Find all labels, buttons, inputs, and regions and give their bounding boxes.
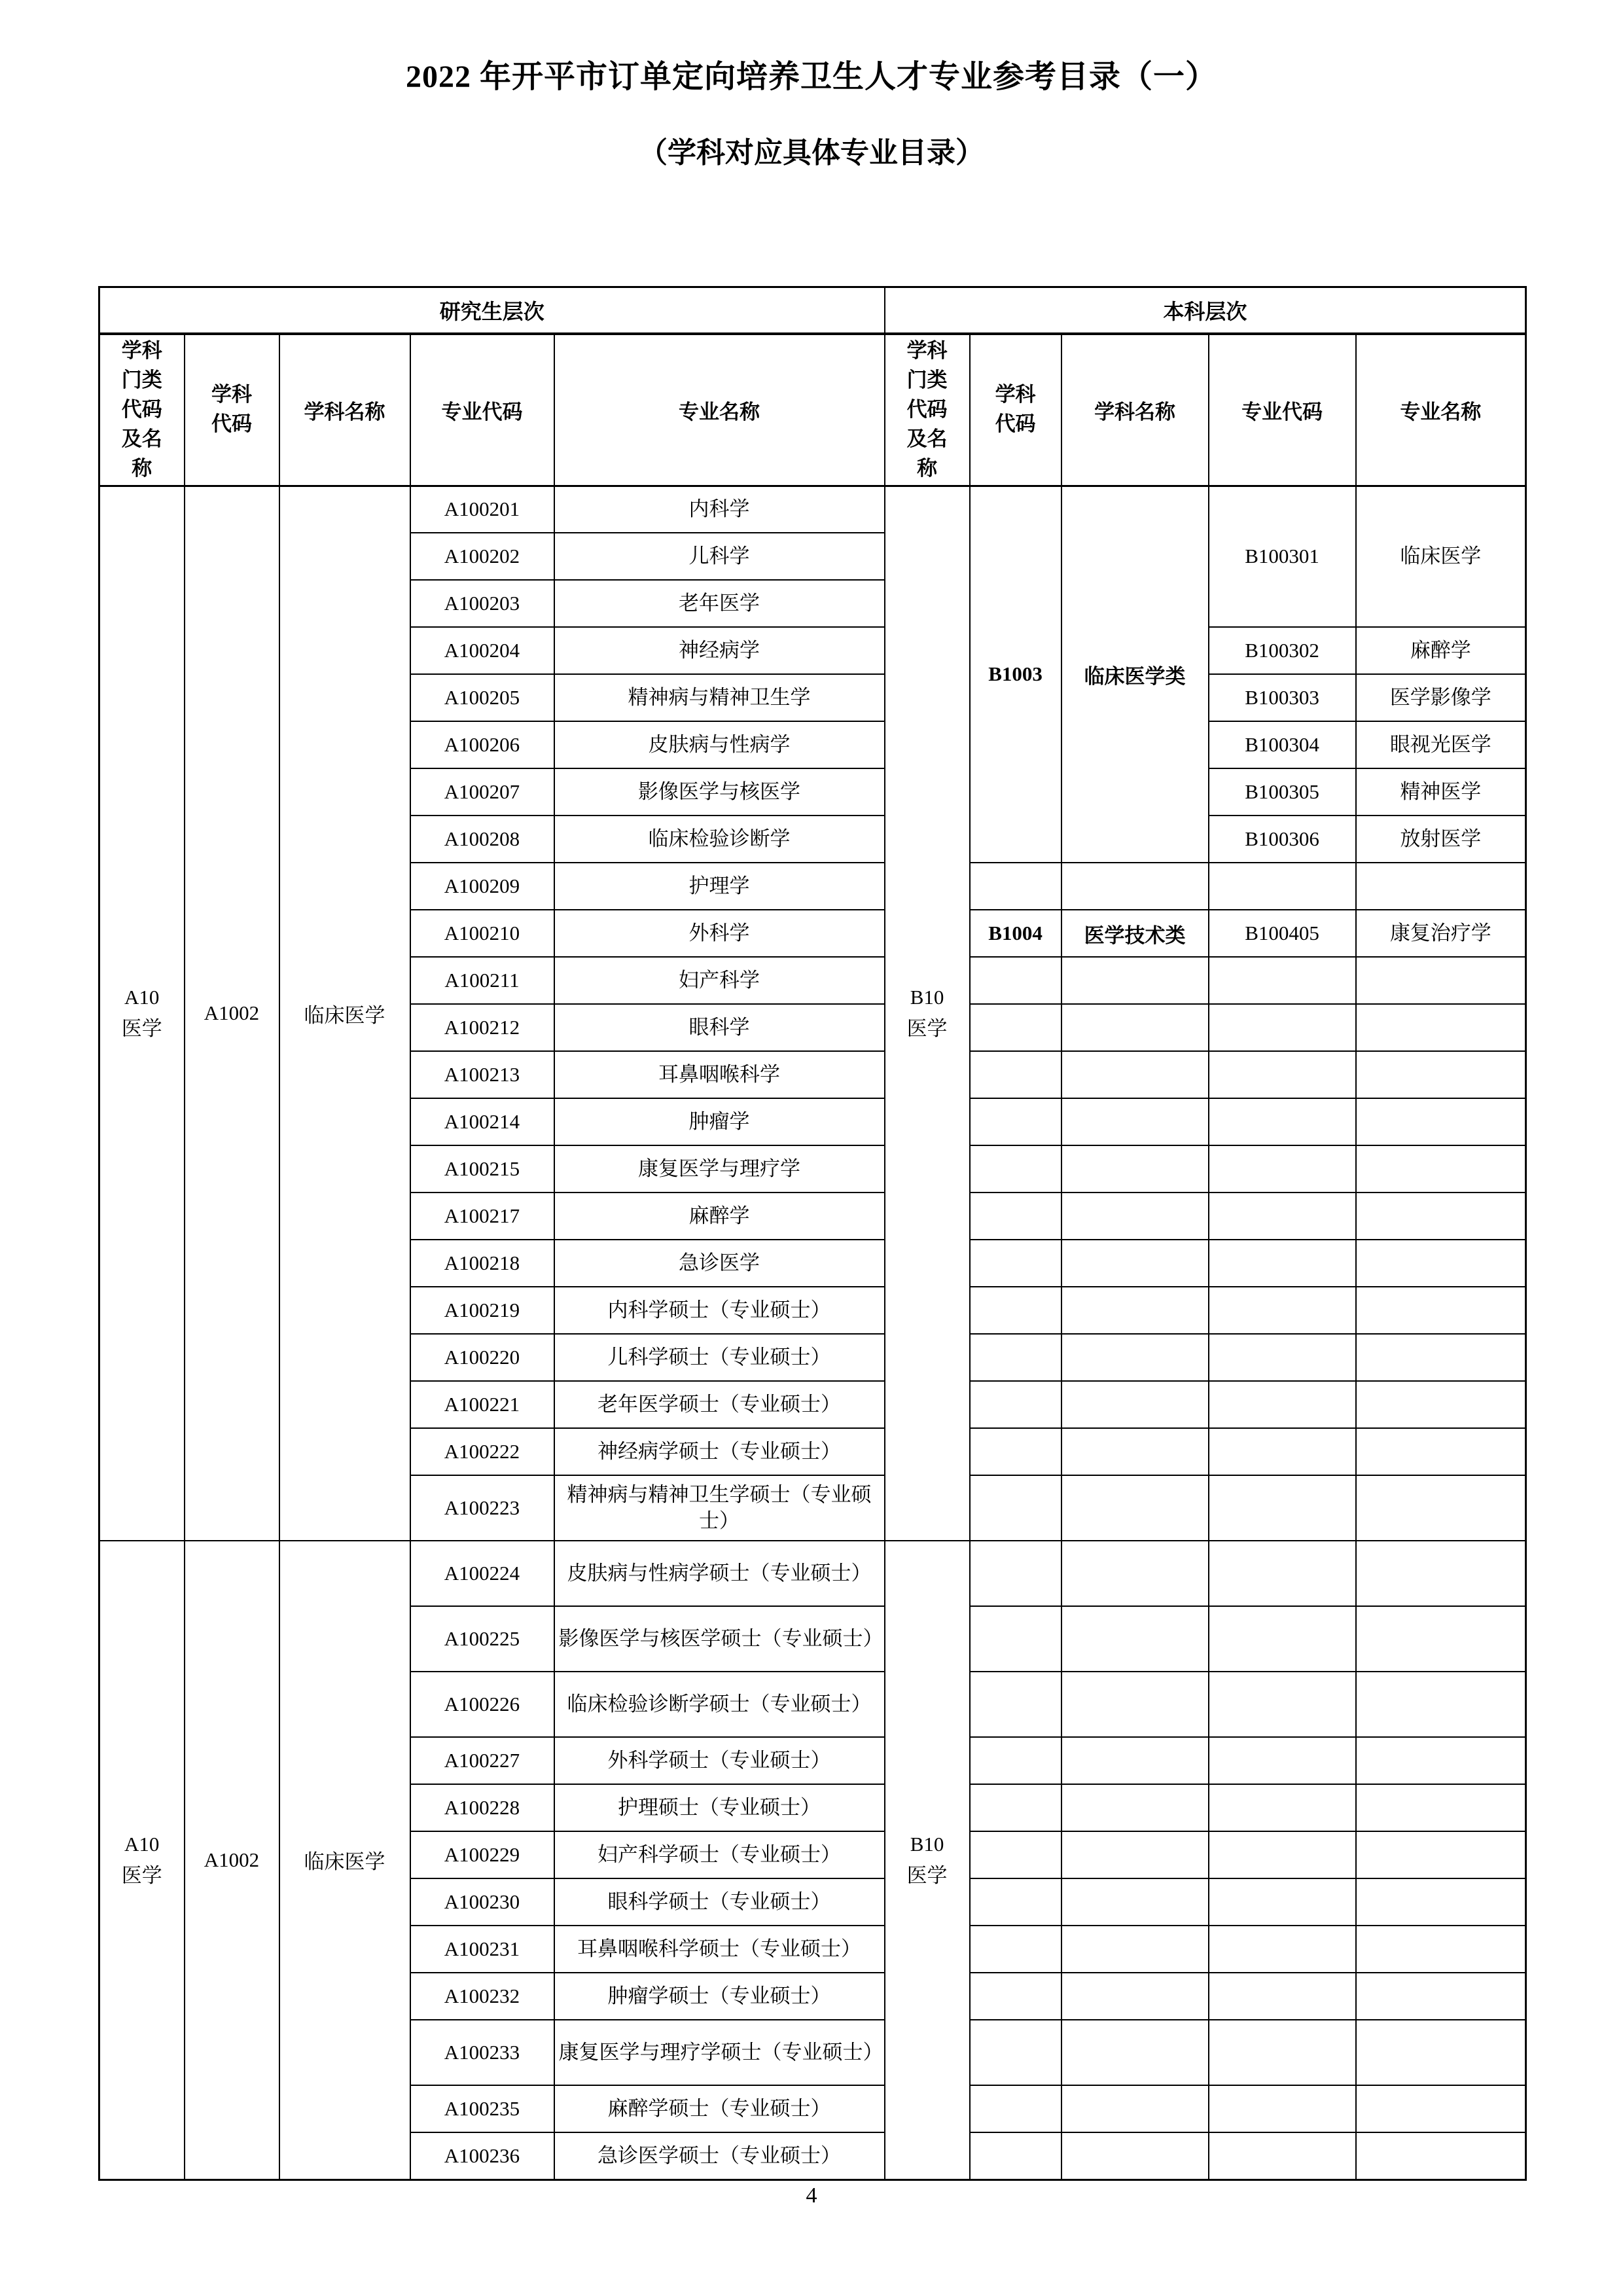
col-header-discipline-code-left: 学科代码 [185,334,279,486]
empty-cell [1356,1926,1526,1973]
empty-cell [1356,957,1526,1004]
empty-cell [970,1193,1061,1240]
major-name-cell: 妇产科学 [554,957,885,1004]
col-header-discipline-name-right: 学科名称 [1061,334,1209,486]
major-name-cell: 临床医学 [1356,486,1526,627]
discipline-name-cell: 临床医学 [279,486,410,1541]
major-code-cell: A100208 [410,816,554,863]
major-name-cell: 精神医学 [1356,768,1526,816]
major-name-cell: 急诊医学 [554,1240,885,1287]
major-code-cell: A100232 [410,1973,554,2020]
major-code-cell: A100204 [410,627,554,674]
empty-cell [1061,1004,1209,1051]
major-code-cell: A100214 [410,1098,554,1145]
empty-cell [1209,2085,1356,2132]
major-name-cell: 眼视光医学 [1356,721,1526,768]
major-code-cell: B100302 [1209,627,1356,674]
empty-cell [1061,1334,1209,1381]
major-code-cell: A100222 [410,1428,554,1475]
empty-cell [970,1926,1061,1973]
empty-cell [1061,1051,1209,1098]
empty-cell [970,1541,1061,1606]
major-name-cell: 老年医学 [554,580,885,627]
major-name-cell: 临床检验诊断学 [554,816,885,863]
empty-cell [1356,1098,1526,1145]
empty-cell [970,1428,1061,1475]
empty-cell [1356,1051,1526,1098]
empty-cell [970,1973,1061,2020]
page-number: 4 [806,2183,817,2208]
empty-cell [1209,1287,1356,1334]
empty-cell [970,2085,1061,2132]
major-code-cell: A100210 [410,910,554,957]
empty-cell [1061,1240,1209,1287]
major-name-cell: 影像医学与核医学硕士（专业硕士） [554,1606,885,1672]
major-name-cell: 康复治疗学 [1356,910,1526,957]
col-header-major-name-right: 专业名称 [1356,334,1526,486]
major-name-cell: 儿科学硕士（专业硕士） [554,1334,885,1381]
empty-cell [1061,1973,1209,2020]
empty-cell [1061,2020,1209,2085]
col-header-major-code-left: 专业代码 [410,334,554,486]
major-name-cell: 神经病学硕士（专业硕士） [554,1428,885,1475]
major-code-cell: A100209 [410,863,554,910]
empty-cell [970,1672,1061,1737]
major-name-cell: 皮肤病与性病学硕士（专业硕士） [554,1541,885,1606]
category-cell: B10 医学 [885,486,970,1541]
major-code-cell: A100231 [410,1926,554,1973]
empty-cell [1356,2020,1526,2085]
empty-cell [1356,863,1526,910]
major-code-cell: A100221 [410,1381,554,1428]
empty-cell [970,1475,1061,1541]
empty-cell [1209,1381,1356,1428]
empty-cell [1356,1334,1526,1381]
empty-cell [1356,1737,1526,1784]
empty-cell [1356,1004,1526,1051]
empty-cell [1209,957,1356,1004]
discipline-code-cell: B1003 [970,486,1061,863]
category-cell: B10 医学 [885,1541,970,2179]
empty-cell [970,1145,1061,1193]
major-code-cell: A100227 [410,1737,554,1784]
major-code-cell: A100229 [410,1831,554,1878]
major-name-cell: 急诊医学硕士（专业硕士） [554,2132,885,2179]
empty-cell [1356,1240,1526,1287]
table-row [99,334,1526,486]
empty-cell [970,1606,1061,1672]
major-name-cell: 皮肤病与性病学 [554,721,885,768]
page-title: 2022 年开平市订单定向培养卫生人才专业参考目录（一） [405,60,1217,94]
major-code-cell: A100235 [410,2085,554,2132]
table-row [99,1541,1526,1606]
empty-cell [970,863,1061,910]
empty-cell [1209,2020,1356,2085]
major-name-cell: 精神病与精神卫生学 [554,674,885,721]
empty-cell [1356,1672,1526,1737]
major-name-cell: 康复医学与理疗学硕士（专业硕士） [554,2020,885,2085]
col-header-category-right: 学科门类代码及名称 [885,334,970,486]
empty-cell [1061,1381,1209,1428]
empty-cell [1061,1831,1209,1878]
major-name-cell: 麻醉学 [554,1193,885,1240]
empty-cell [1209,1193,1356,1240]
col-header-discipline-name-left: 学科名称 [279,334,410,486]
empty-cell [1356,1145,1526,1193]
major-code-cell: A100218 [410,1240,554,1287]
empty-cell [1209,1541,1356,1606]
major-code-cell: A100233 [410,2020,554,2085]
empty-cell [1209,1334,1356,1381]
empty-cell [1061,1428,1209,1475]
group-header-graduate: 研究生层次 [99,287,885,334]
empty-cell [1061,1145,1209,1193]
major-name-cell: 肿瘤学 [554,1098,885,1145]
empty-cell [1061,1475,1209,1541]
col-header-category-left: 学科门类代码及名称 [99,334,185,486]
major-name-cell: 放射医学 [1356,816,1526,863]
major-code-cell: A100217 [410,1193,554,1240]
major-name-cell: 耳鼻咽喉科学 [554,1051,885,1098]
empty-cell [1209,1926,1356,1973]
major-code-cell: A100205 [410,674,554,721]
major-code-cell: A100224 [410,1541,554,1606]
empty-cell [1061,1193,1209,1240]
empty-cell [1356,1878,1526,1926]
category-cell: A10 医学 [99,486,185,1541]
empty-cell [1356,2085,1526,2132]
col-header-major-code-right: 专业代码 [1209,334,1356,486]
empty-cell [1209,1240,1356,1287]
empty-cell [1209,1878,1356,1926]
major-code-cell: A100201 [410,486,554,533]
empty-cell [970,1287,1061,1334]
major-name-cell: 护理学 [554,863,885,910]
empty-cell [1209,1428,1356,1475]
empty-cell [1061,2132,1209,2179]
empty-cell [1209,1973,1356,2020]
specialty-catalog-table [98,286,1527,2181]
empty-cell [1356,1428,1526,1475]
empty-cell [970,1098,1061,1145]
table-row [99,486,1526,533]
empty-cell [1061,1098,1209,1145]
empty-cell [1209,1784,1356,1831]
major-code-cell: B100303 [1209,674,1356,721]
major-name-cell: 耳鼻咽喉科学硕士（专业硕士） [554,1926,885,1973]
col-header-discipline-code-right: 学科代码 [970,334,1061,486]
empty-cell [1209,1475,1356,1541]
major-name-cell: 内科学 [554,486,885,533]
major-code-cell: A100207 [410,768,554,816]
empty-cell [1209,1004,1356,1051]
empty-cell [1061,2085,1209,2132]
empty-cell [1209,2132,1356,2179]
empty-cell [1356,1831,1526,1878]
empty-cell [1061,1926,1209,1973]
empty-cell [1061,863,1209,910]
empty-cell [1209,863,1356,910]
empty-cell [970,1334,1061,1381]
category-cell: A10 医学 [99,1541,185,2179]
major-name-cell: 神经病学 [554,627,885,674]
empty-cell [1209,1737,1356,1784]
empty-cell [1061,957,1209,1004]
major-code-cell: A100202 [410,533,554,580]
major-name-cell: 护理硕士（专业硕士） [554,1784,885,1831]
empty-cell [1356,1287,1526,1334]
discipline-code-cell: A1002 [185,1541,279,2179]
major-name-cell: 医学影像学 [1356,674,1526,721]
major-name-cell: 老年医学硕士（专业硕士） [554,1381,885,1428]
empty-cell [1356,1475,1526,1541]
major-name-cell: 妇产科学硕士（专业硕士） [554,1831,885,1878]
major-code-cell: B100304 [1209,721,1356,768]
empty-cell [1209,1145,1356,1193]
empty-cell [1209,1831,1356,1878]
major-code-cell: A100211 [410,957,554,1004]
empty-cell [1061,1672,1209,1737]
major-code-cell: A100225 [410,1606,554,1672]
empty-cell [970,1737,1061,1784]
empty-cell [1061,1878,1209,1926]
empty-cell [970,1240,1061,1287]
major-name-cell: 儿科学 [554,533,885,580]
major-code-cell: A100230 [410,1878,554,1926]
empty-cell [970,1784,1061,1831]
empty-cell [1356,2132,1526,2179]
empty-cell [970,2020,1061,2085]
major-name-cell: 影像医学与核医学 [554,768,885,816]
page-subtitle: （学科对应具体专业目录） [639,137,984,169]
major-name-cell: 肿瘤学硕士（专业硕士） [554,1973,885,2020]
major-code-cell: A100206 [410,721,554,768]
empty-cell [970,1004,1061,1051]
major-code-cell: B100305 [1209,768,1356,816]
table-row [99,287,1526,334]
major-code-cell: B100301 [1209,486,1356,627]
major-code-cell: B100306 [1209,816,1356,863]
major-name-cell: 内科学硕士（专业硕士） [554,1287,885,1334]
group-header-undergraduate: 本科层次 [885,287,1526,334]
empty-cell [1209,1672,1356,1737]
major-code-cell: A100236 [410,2132,554,2179]
empty-cell [1061,1287,1209,1334]
major-code-cell: A100220 [410,1334,554,1381]
empty-cell [970,1878,1061,1926]
major-code-cell: A100228 [410,1784,554,1831]
major-code-cell: A100223 [410,1475,554,1541]
empty-cell [1209,1051,1356,1098]
empty-cell [970,2132,1061,2179]
empty-cell [1356,1193,1526,1240]
major-name-cell: 外科学硕士（专业硕士） [554,1737,885,1784]
empty-cell [1061,1541,1209,1606]
major-name-cell: 康复医学与理疗学 [554,1145,885,1193]
empty-cell [1356,1606,1526,1672]
empty-cell [1209,1098,1356,1145]
discipline-name-cell: 临床医学 [279,1541,410,2179]
major-code-cell: A100213 [410,1051,554,1098]
major-name-cell: 眼科学 [554,1004,885,1051]
empty-cell [1061,1737,1209,1784]
discipline-name-cell: 医学技术类 [1061,910,1209,957]
empty-cell [1356,1973,1526,2020]
empty-cell [1209,1606,1356,1672]
major-name-cell: 眼科学硕士（专业硕士） [554,1878,885,1926]
major-name-cell: 精神病与精神卫生学硕士（专业硕士） [554,1475,885,1541]
empty-cell [1061,1784,1209,1831]
major-code-cell: A100212 [410,1004,554,1051]
empty-cell [970,957,1061,1004]
major-name-cell: 临床检验诊断学硕士（专业硕士） [554,1672,885,1737]
discipline-code-cell: A1002 [185,486,279,1541]
major-code-cell: A100226 [410,1672,554,1737]
col-header-major-name-left: 专业名称 [554,334,885,486]
major-name-cell: 麻醉学硕士（专业硕士） [554,2085,885,2132]
empty-cell [970,1831,1061,1878]
empty-cell [970,1381,1061,1428]
empty-cell [1356,1784,1526,1831]
major-code-cell: A100203 [410,580,554,627]
major-code-cell: A100215 [410,1145,554,1193]
major-name-cell: 外科学 [554,910,885,957]
discipline-code-cell: B1004 [970,910,1061,957]
empty-cell [1356,1541,1526,1606]
major-code-cell: B100405 [1209,910,1356,957]
major-code-cell: A100219 [410,1287,554,1334]
empty-cell [970,1051,1061,1098]
empty-cell [1061,1606,1209,1672]
major-name-cell: 麻醉学 [1356,627,1526,674]
discipline-name-cell: 临床医学类 [1061,486,1209,863]
empty-cell [1356,1381,1526,1428]
